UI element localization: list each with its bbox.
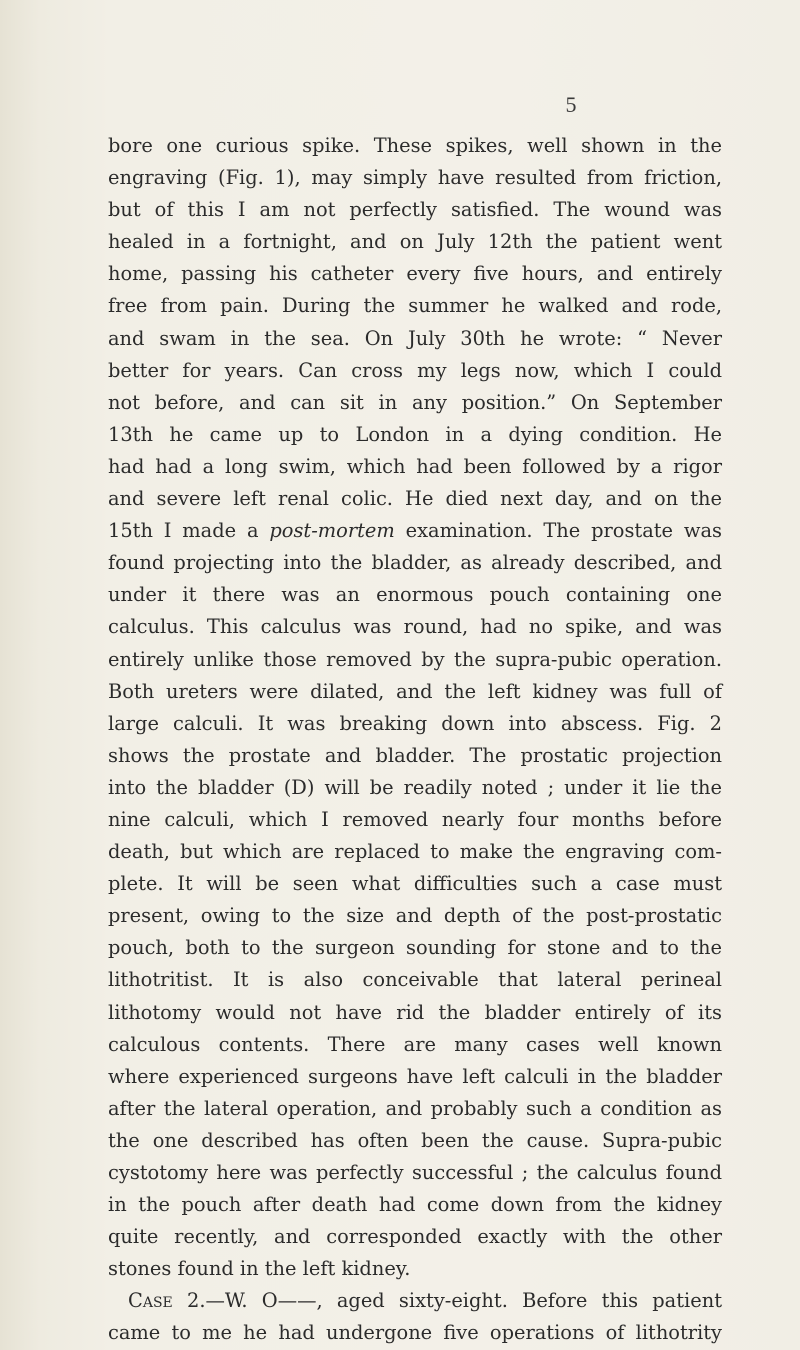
case-heading-line <box>108 1285 722 1317</box>
case-label: Case <box>128 1289 173 1313</box>
text-line: large calculi. It was breaking down into abscess. Fig. 2 <box>108 711 722 735</box>
text-line: the one described has often been the cause. Supra-pubic <box>108 1128 722 1152</box>
text-line: bore one curious spike. These spikes, well shown in the <box>108 134 722 157</box>
text-line: 13th he came up to London in a dying condition. He <box>108 422 722 446</box>
text-line: Both ureters were dilated, and the left kidney was full of <box>108 679 722 703</box>
text-line: and severe left renal colic. He died next day, and on the <box>108 487 722 511</box>
text-line-suffix: examination. The prostate was <box>405 519 722 543</box>
text-line-prefix: 15th I made a <box>108 519 259 543</box>
text-line: cystotomy here was perfectly successful ; the calculus found <box>108 1161 722 1184</box>
text-line: after the lateral operation, and probably such a condition as <box>108 1096 722 1120</box>
text-line: calculous contents. There are many cases well known <box>108 1032 722 1056</box>
text-line: entirely unlike those removed by the supra-pubic operation. <box>108 647 722 671</box>
text-line: and swam in the sea. On July 30th he wrote: “ Never <box>108 326 722 350</box>
text-line: stones found in the left kidney. <box>108 1257 411 1281</box>
text-line: home, passing his catheter every five hours, and entirely <box>108 262 722 286</box>
page-number: 5 <box>565 92 577 117</box>
case-text: 2.—W. O——, aged sixty-eight. Before this patient <box>186 1289 722 1313</box>
text-line: death, but which are replaced to make the engraving com- <box>108 840 722 864</box>
text-line: better for years. Can cross my legs now, which I could <box>108 358 722 382</box>
body-text <box>108 130 722 1350</box>
text-line: lithotomy would not have rid the bladder entirely of its <box>108 1000 722 1024</box>
text-line: engraving (Fig. 1), may simply have resulted from friction, <box>108 166 722 190</box>
text-line: where experienced surgeons have left calculi in the bladder <box>108 1064 722 1088</box>
text-line: not before, and can sit in any position.” On September <box>108 390 722 414</box>
italic-term: post-mortem <box>269 519 395 543</box>
text-line: but of this I am not perfectly satisfied. The wound was <box>108 198 722 222</box>
text-line: under it there was an enormous pouch containing one <box>108 583 722 607</box>
text-line: had had a long swim, which had been followed by a rigor <box>108 454 722 478</box>
text-line: free from pain. During the summer he walked and rode, <box>108 294 722 318</box>
text-line: came to me he had undergone five operations of lithotrity <box>108 1321 722 1345</box>
text-line: quite recently, and corresponded exactly with the other <box>108 1225 722 1249</box>
text-line-mixed <box>108 515 722 547</box>
text-line: shows the prostate and bladder. The prostatic projection <box>108 743 722 767</box>
text-line: found projecting into the bladder, as already described, and <box>108 551 722 575</box>
text-line: nine calculi, which I removed nearly four months before <box>108 807 722 831</box>
text-line: in the pouch after death had come down from the kidney <box>108 1193 722 1217</box>
text-line: healed in a fortnight, and on July 12th the patient went <box>108 230 722 254</box>
text-line: pouch, both to the surgeon sounding for stone and to the <box>108 936 722 960</box>
text-line: plete. It will be seen what difficulties such a case must <box>108 872 722 896</box>
text-line: into the bladder (D) will be readily noted ; under it lie the <box>108 775 722 799</box>
text-line: calculus. This calculus was round, had no spike, and was <box>108 615 722 639</box>
text-line: present, owing to the size and depth of the post-prostatic <box>108 904 722 928</box>
text-line: lithotritist. It is also conceivable that lateral perineal <box>108 968 722 992</box>
